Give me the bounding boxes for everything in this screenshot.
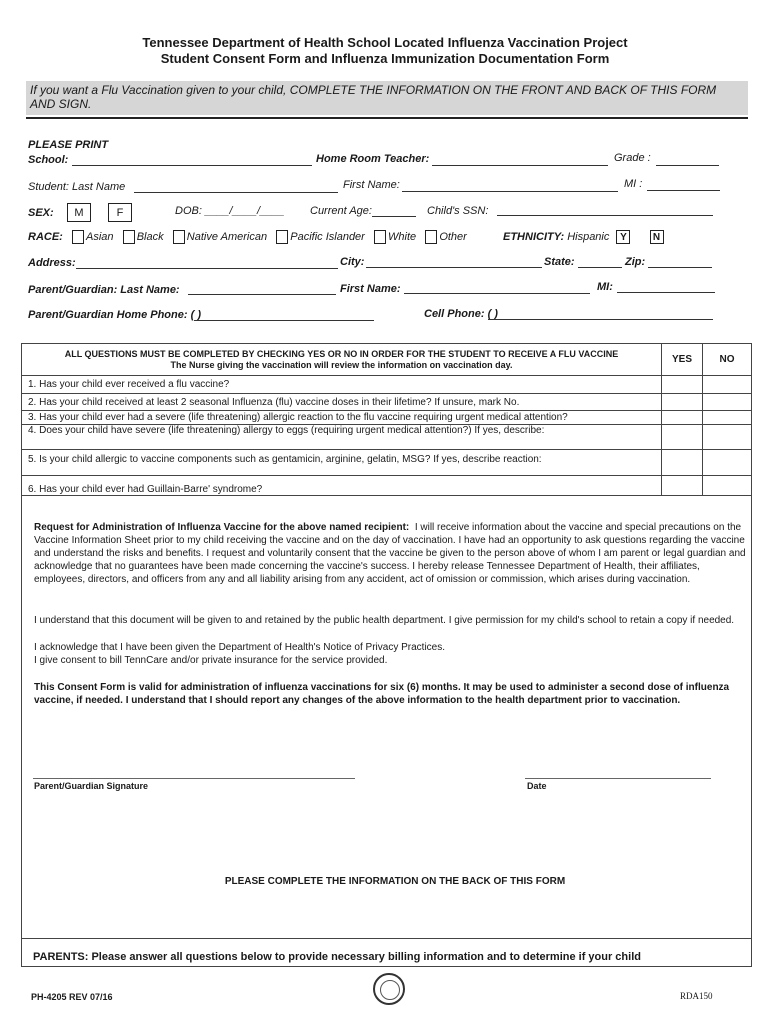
divider [26, 117, 748, 119]
ssn-label: Child's SSN: [427, 205, 489, 217]
form-id: PH-4205 REV 07/16 [31, 992, 113, 1002]
race-options [72, 230, 467, 244]
race-pacific-islander-checkbox[interactable] [276, 230, 288, 244]
race-black-checkbox[interactable] [123, 230, 135, 244]
parent-mi-field[interactable] [617, 292, 715, 293]
city-field[interactable] [366, 267, 542, 268]
question-yes-cell[interactable] [662, 394, 703, 411]
questions-table [21, 343, 752, 496]
question-yes-cell[interactable] [662, 425, 703, 450]
parents-instructions: PARENTS: Please answer all questions below to provide necessary billing information and to determine if your child [33, 951, 641, 963]
ssn-field[interactable] [497, 215, 713, 216]
zip-field[interactable] [648, 267, 712, 268]
consent-bill: I give consent to bill TennCare and/or private insurance for the service provided. [34, 655, 388, 666]
hispanic-label: Hispanic [567, 230, 610, 243]
no-column-header: NO [703, 344, 752, 376]
race-other[interactable]: Other [425, 231, 467, 243]
consent-validity: This Consent Form is valid for administration of influenza vaccinations for six (6) months. It may be used to administer a second dose of influenza vaccine, if needed. I understand that I should report any changes of the above information to the health department prior to vaccination. [34, 682, 730, 706]
student-mi-field[interactable] [647, 190, 720, 191]
signature-label: Parent/Guardian Signature [34, 781, 149, 791]
ethnicity-y-checkbox[interactable]: Y [616, 230, 630, 244]
question-text: 4. Does your child have severe (life threatening) allergy to eggs (requiring urgent medical attention?) If yes, describe: [22, 425, 662, 450]
race-white-checkbox[interactable] [374, 230, 386, 244]
form-title: Tennessee Department of Health School Located Influenza Vaccination Project [142, 35, 628, 50]
current-age-label: Current Age: [310, 205, 372, 217]
date-field[interactable] [525, 778, 711, 779]
zip-label: Zip: [625, 256, 646, 268]
home-room-teacher-label: Home Room Teacher: [316, 153, 430, 165]
cell-phone-label: Cell Phone: [424, 308, 485, 320]
questions-header: ALL QUESTIONS MUST BE COMPLETED BY CHECKING YES OR NO IN ORDER FOR THE STUDENT TO RECEIVE A FLU VACCINE The Nurse giving the vaccination will review the information on vaccination day. [22, 344, 662, 376]
address-label: Address: [28, 257, 76, 269]
parent-last-name-label: Parent/Guardian: Last Name: [28, 284, 180, 296]
race-pacific-islander[interactable]: Pacific Islander [276, 231, 365, 243]
back-of-form-notice: PLEASE COMPLETE THE INFORMATION ON THE BACK OF THIS FORM [224, 876, 566, 887]
first-name-label: First Name: [343, 179, 400, 191]
school-field[interactable] [72, 165, 312, 166]
question-row [22, 411, 752, 425]
question-yes-cell[interactable] [662, 450, 703, 476]
home-phone-field[interactable] [194, 320, 374, 321]
parent-last-name-field[interactable] [188, 294, 336, 295]
race-native-american[interactable]: Native American [173, 231, 267, 243]
state-label: State: [544, 256, 575, 268]
ethnicity-label: ETHNICITY: [503, 230, 565, 243]
question-yes-cell[interactable] [662, 376, 703, 394]
sex-m-checkbox[interactable]: M [67, 203, 91, 222]
question-yes-cell[interactable] [662, 411, 703, 425]
question-yes-cell[interactable] [662, 476, 703, 496]
home-phone-area: ( ) [190, 309, 201, 321]
question-no-cell[interactable] [703, 376, 752, 394]
home-room-teacher-field[interactable] [432, 165, 608, 166]
parent-first-name-label: First Name: [340, 283, 401, 295]
question-text: 5. Is your child allergic to vaccine components such as gentamicin, arginine, gelatin, MSG? If yes, describe reaction: [22, 450, 662, 476]
race-native-american-checkbox[interactable] [173, 230, 185, 244]
question-no-cell[interactable] [703, 450, 752, 476]
date-label: Date [527, 781, 547, 791]
question-row [22, 376, 752, 394]
ethnicity-n-checkbox[interactable]: N [650, 230, 664, 244]
student-first-name-field[interactable] [402, 191, 618, 192]
question-no-cell[interactable] [703, 476, 752, 496]
student-last-name-field[interactable] [134, 192, 338, 193]
sex-f-checkbox[interactable]: F [108, 203, 132, 222]
parent-mi-label: MI: [597, 281, 613, 293]
parent-first-name-field[interactable] [404, 293, 590, 294]
race-asian[interactable]: Asian [72, 231, 114, 243]
cell-phone-area: ( ) [487, 308, 498, 320]
question-row [22, 450, 752, 476]
grade-label: Grade : [614, 152, 651, 164]
student-label: Student: [28, 181, 69, 193]
race-other-checkbox[interactable] [425, 230, 437, 244]
mi-label: MI : [624, 178, 643, 190]
race-label: RACE: [28, 231, 63, 243]
cell-phone-field[interactable] [488, 319, 713, 320]
consent-request-title: Request for Administration of Influenza Vaccine for the above named recipient: [34, 522, 410, 533]
race-white[interactable]: White [374, 231, 416, 243]
race-asian-checkbox[interactable] [72, 230, 84, 244]
consent-acknowledge: I acknowledge that I have been given the Department of Health's Notice of Privacy Practices. [34, 642, 446, 653]
question-text: 3. Has your child ever had a severe (life threatening) allergic reaction to the flu vaccine requiring urgent medical attention? [22, 411, 662, 425]
please-print-label: PLEASE PRINT [28, 139, 109, 151]
school-label: School: [28, 154, 69, 166]
form-subtitle: Student Consent Form and Influenza Immunization Documentation Form [160, 51, 610, 66]
question-text: 1. Has your child ever received a flu vaccine? [22, 376, 662, 394]
race-black[interactable]: Black [123, 231, 164, 243]
state-seal-icon [373, 973, 405, 1005]
question-row [22, 394, 752, 411]
question-no-cell[interactable] [703, 394, 752, 411]
instruction-banner: If you want a Flu Vaccination given to your child, COMPLETE THE INFORMATION ON THE FRONT AND BACK OF THIS FORM AND SIGN. [26, 81, 748, 115]
state-field[interactable] [578, 267, 622, 268]
consent-request-body: I will receive information about the vaccine and special precautions on the Vaccine Information Sheet prior to my child receiving the vaccine and on the day of vaccination. I have had an opportunity to ask questions regarding the vaccine and understand the risks and benefits. I request and voluntarily consent that the vaccine be given to the person above of whom I am parent or legal guardian and acknowledge that no guarantees have been made concerning the vaccine's success. I hereby release Tennessee Department of Health, their affiliates, employees, directors, and officers from any and all liability arising from any accident, act of omission or commission, which arises during vaccination. [34, 522, 746, 585]
question-row [22, 476, 752, 496]
consent-understand: I understand that this document will be given to and retained by the public health department. I give permission for my child's school to retain a copy if needed. [34, 615, 735, 626]
dob-field[interactable]: DOB: ____/____/____ [175, 205, 285, 217]
form-code: RDA150 [680, 991, 713, 1001]
home-phone-label: Parent/Guardian Home Phone: [28, 309, 188, 321]
address-field[interactable] [76, 268, 338, 269]
current-age-field[interactable] [372, 216, 416, 217]
last-name-label: Last Name [72, 181, 126, 193]
yes-column-header: YES [662, 344, 703, 376]
question-text: 2. Has your child received at least 2 seasonal Influenza (flu) vaccine doses in their lifetime? If unsure, mark No. [22, 394, 662, 411]
sex-label: SEX: [28, 207, 54, 219]
question-no-cell[interactable] [703, 411, 752, 425]
signature-field[interactable] [33, 778, 355, 779]
grade-field[interactable] [656, 165, 719, 166]
question-text: 6. Has your child ever had Guillain-Barre' syndrome? [22, 476, 662, 496]
city-label: City: [340, 256, 365, 268]
question-row [22, 425, 752, 450]
question-no-cell[interactable] [703, 425, 752, 450]
consent-request [34, 521, 746, 586]
